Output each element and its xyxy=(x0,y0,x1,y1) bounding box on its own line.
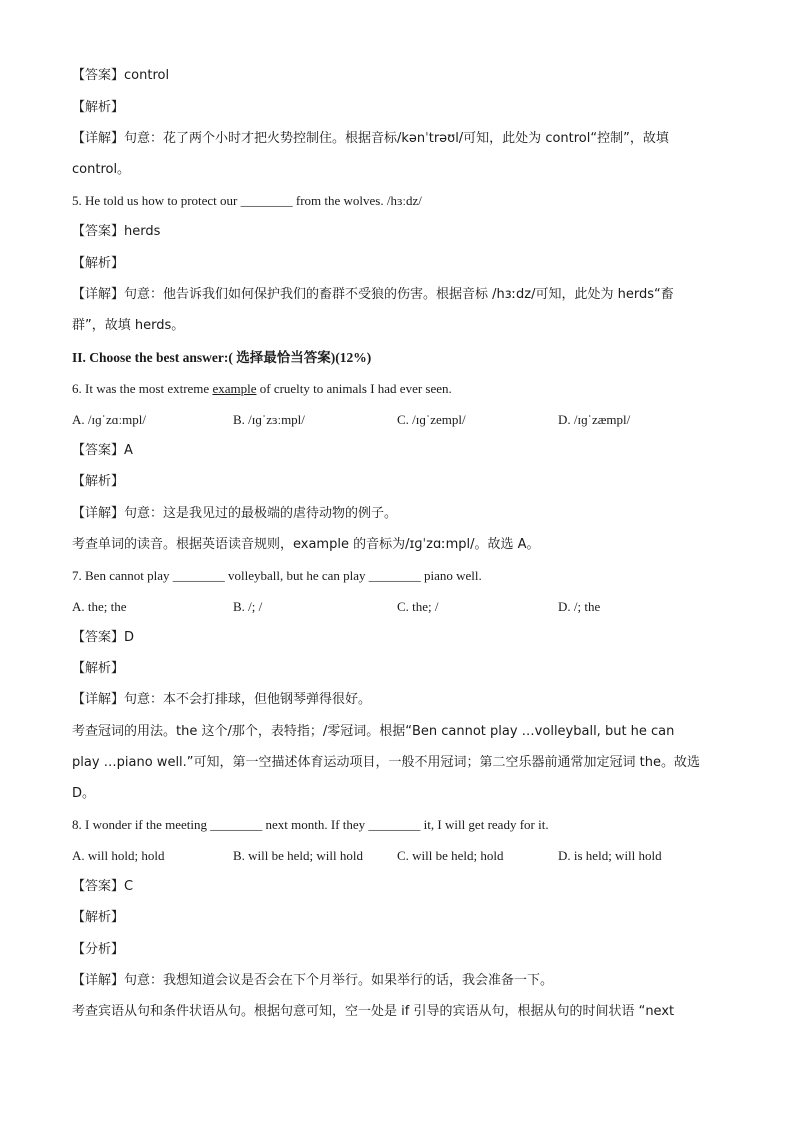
explanation-text-continued: play …piano well.”可知，第一空描述体育运动项目，一般不用冠词；第二空乐器前通常加定冠词 the。故选 xyxy=(72,755,700,770)
detail-text: 【详解】句意：我想知道会议是否会在下个月举行。如果举行的话，我会准备一下。 xyxy=(72,973,554,988)
option-b: B. /; / xyxy=(233,599,263,614)
answer-label: 【答案】herds xyxy=(72,224,161,239)
analysis-label: 【解析】 xyxy=(72,100,125,115)
answer-label: 【答案】D xyxy=(72,630,135,645)
detail-text: 【详解】句意：本不会打排球，但他钢琴弹得很好。 xyxy=(72,692,372,707)
detail-text-continued: control。 xyxy=(72,162,131,177)
explanation-text-end: D。 xyxy=(72,786,96,801)
explanation-text: 考查冠词的用法。the 这个/那个，表特指；/零冠词。根据“Ben cannot play …volleyball, but he can xyxy=(72,724,675,739)
analysis-label: 【解析】 xyxy=(72,256,125,271)
detail-text-continued: 群”，故填 herds。 xyxy=(72,318,185,333)
answer-label: 【答案】C xyxy=(72,879,134,894)
section-heading: II. Choose the best answer:( 选择最恰当答案)(12%) xyxy=(72,350,372,365)
question-6-text-start: 6. It was the most extreme xyxy=(72,381,213,396)
question-7: 7. Ben cannot play ________ volleyball, but he can play ________ piano well. xyxy=(72,568,482,583)
option-a: A. the; the xyxy=(72,599,127,614)
detail-text: 【详解】句意：花了两个小时才把火势控制住。根据音标/kənˈtrəʊl/可知，此处为 control“控制”，故填 xyxy=(72,131,669,146)
option-d: D. is held; will hold xyxy=(558,848,662,863)
question-6-text-end: of cruelty to animals I had ever seen. xyxy=(256,381,452,396)
question-6 xyxy=(72,380,452,398)
detail-text: 【详解】句意：他告诉我们如何保护我们的畜群不受狼的伤害。根据音标 /hɜːdz/可知，此处为 herds“畜 xyxy=(72,287,674,302)
answer-label: 【答案】A xyxy=(72,443,133,458)
analysis-label: 【解析】 xyxy=(72,910,125,925)
option-b: B. /ɪɡˈzɜːmpl/ xyxy=(233,412,305,427)
analysis-label: 【解析】 xyxy=(72,661,125,676)
question-5: 5. He told us how to protect our ________ from the wolves. /hɜːdz/ xyxy=(72,193,422,208)
option-d: D. /; the xyxy=(558,599,601,614)
answer-label: 【答案】control xyxy=(72,68,170,83)
question-8: 8. I wonder if the meeting ________ next month. If they ________ it, I will get ready for it. xyxy=(72,817,549,832)
explanation-text: 考查宾语从句和条件状语从句。根据句意可知，空一处是 if 引导的宾语从句，根据从句的时间状语 “next xyxy=(72,1004,675,1019)
option-c: C. will be held; hold xyxy=(397,848,504,863)
option-b: B. will be held; will hold xyxy=(233,848,363,863)
option-a: A. will hold; hold xyxy=(72,848,165,863)
option-c: C. /ɪɡˈzempl/ xyxy=(397,412,466,427)
analysis-label: 【解析】 xyxy=(72,474,125,489)
explanation-text: 考查单词的读音。根据英语读音规则，example 的音标为/ɪɡˈzɑːmpl/。故选 A。 xyxy=(72,537,540,552)
analysis-sub-label: 【分析】 xyxy=(72,942,125,957)
option-c: C. the; / xyxy=(397,599,439,614)
option-d: D. /ɪɡˈzæmpl/ xyxy=(558,412,631,427)
detail-text: 【详解】句意：这是我见过的最极端的虐待动物的例子。 xyxy=(72,506,398,521)
option-a: A. /ɪɡˈzɑːmpl/ xyxy=(72,412,146,427)
question-6-underlined-word: example xyxy=(212,381,257,396)
